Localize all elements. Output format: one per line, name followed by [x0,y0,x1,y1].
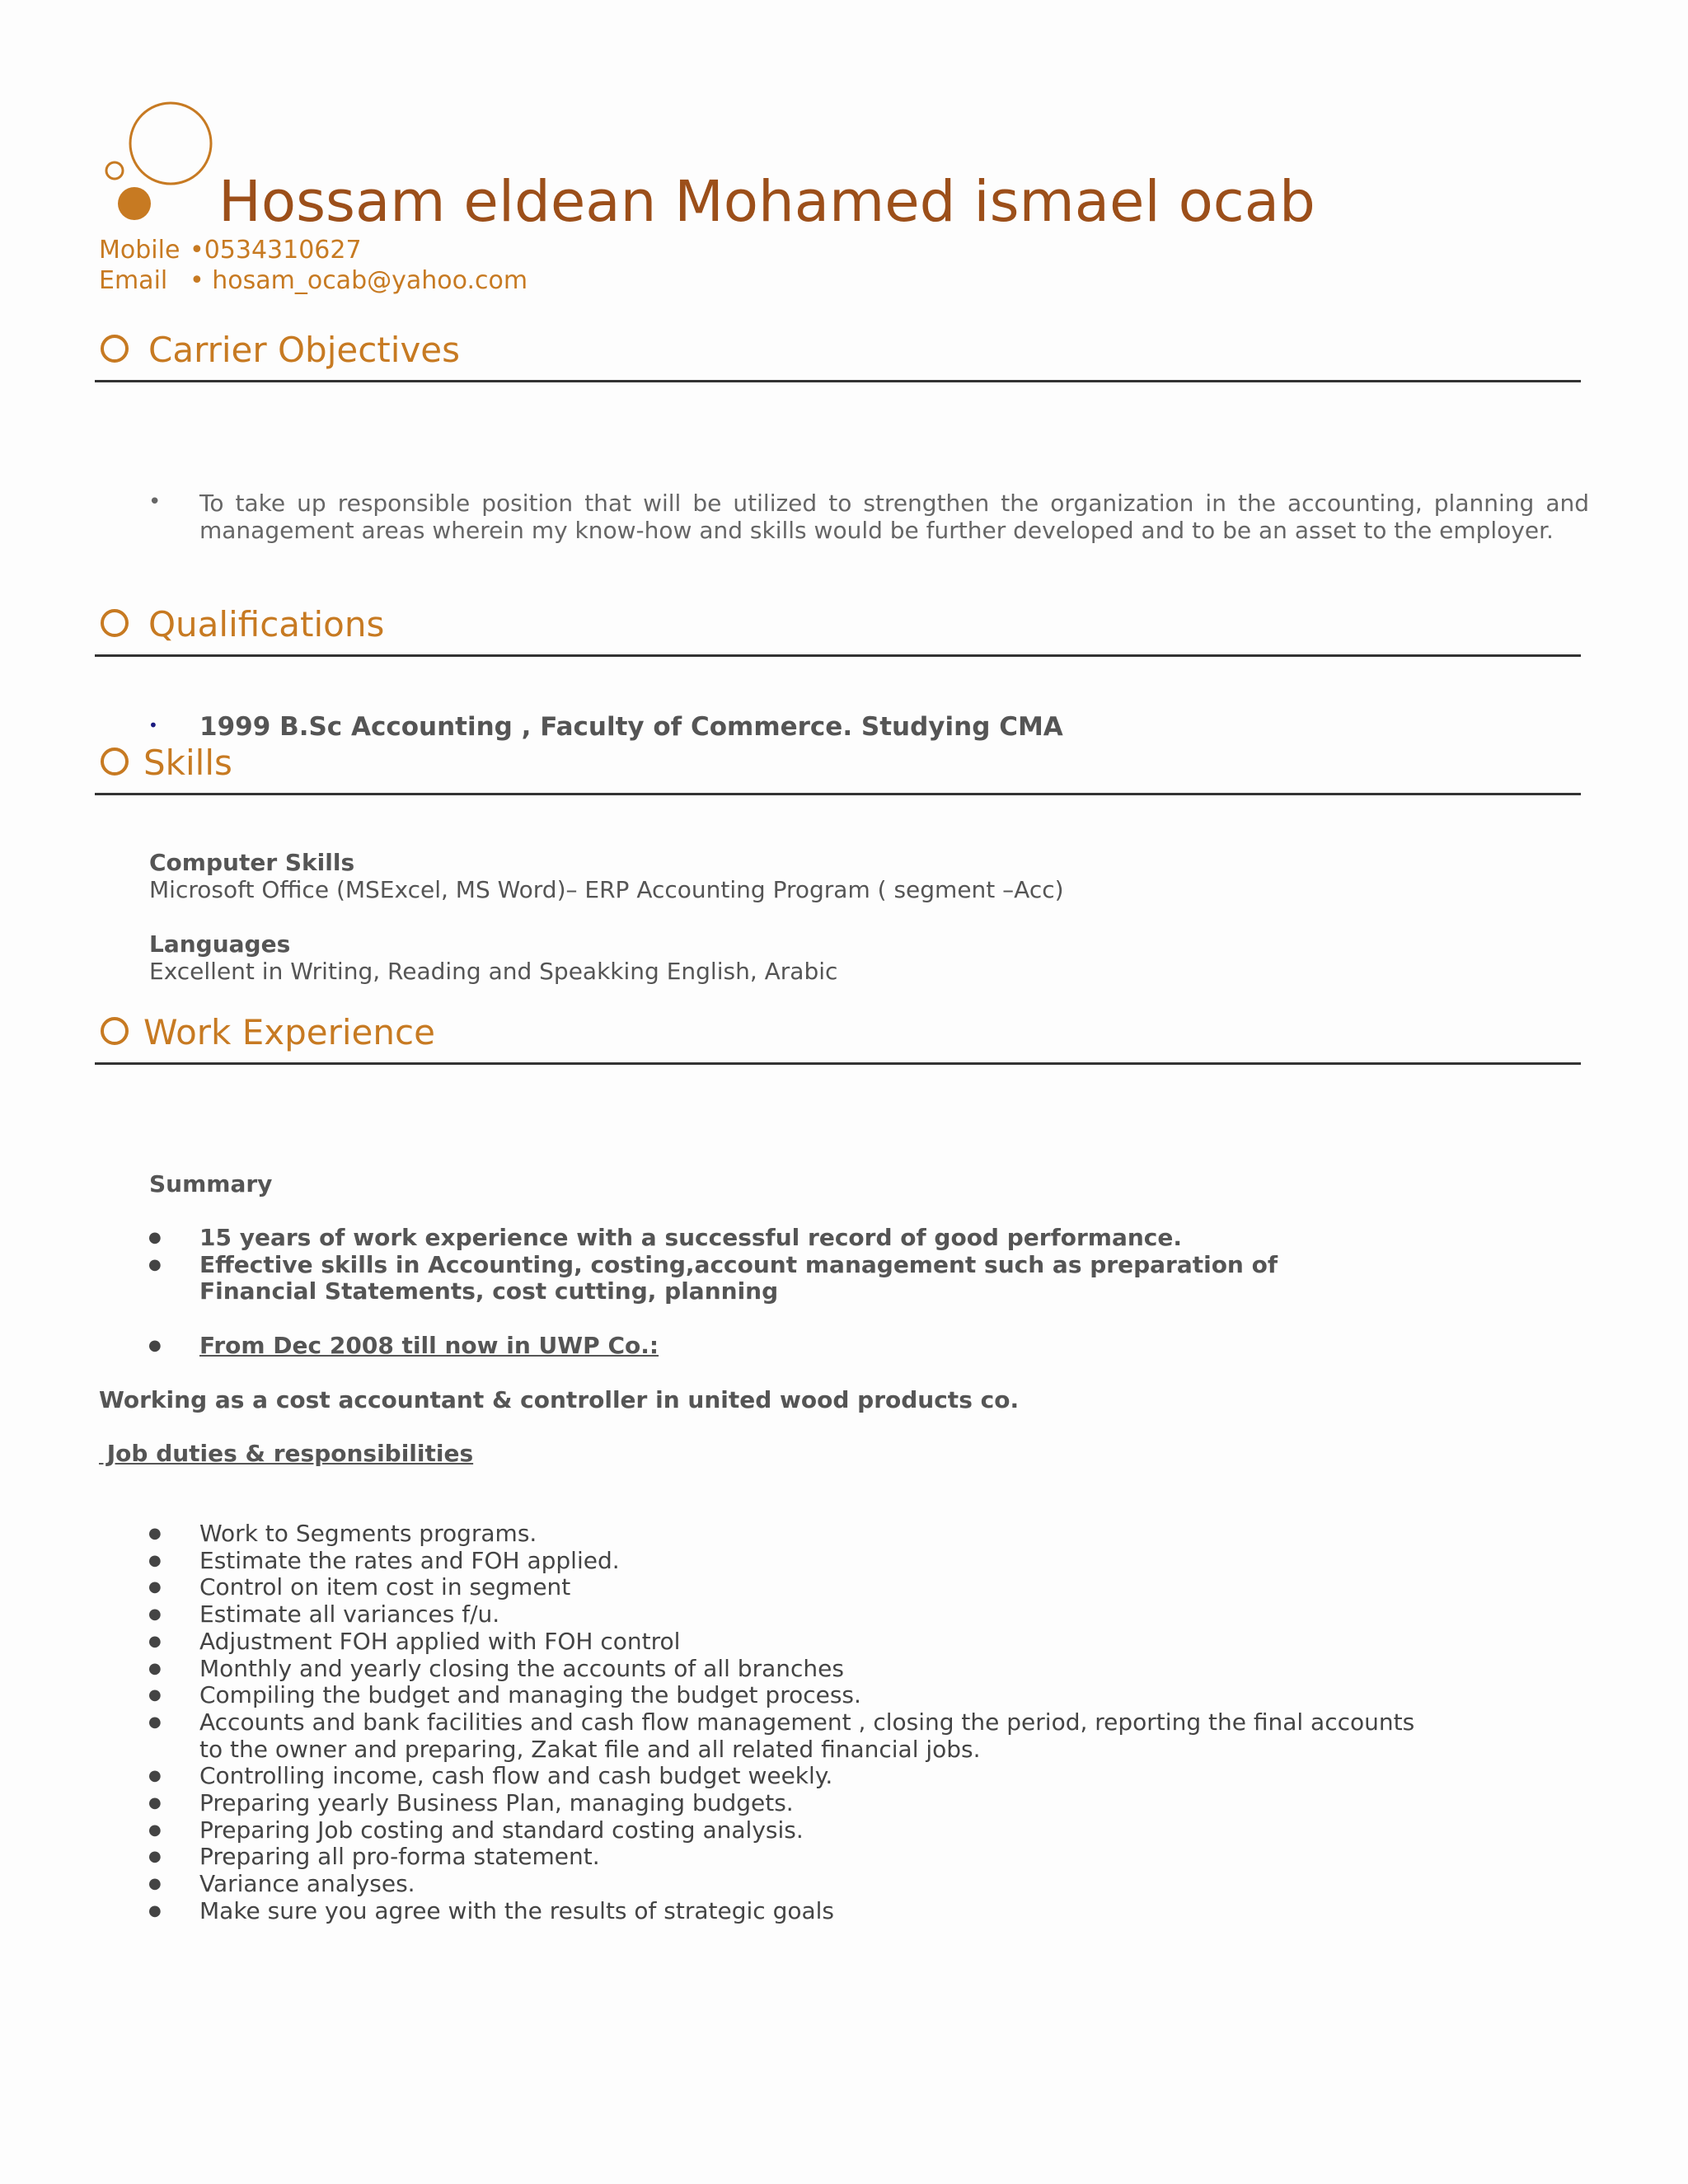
list-item: ● From Dec 2008 till now in UWP Co.: [148,1333,1385,1360]
computer-skills-heading: Computer Skills [149,849,355,876]
duties-list [148,1521,1434,1925]
circles-logo-icon [99,99,223,231]
bullet-icon: • [148,490,162,514]
section-title: Skills [143,743,232,783]
list-item: ● Estimate the rates and FOH applied. [148,1548,1434,1575]
circle-bullet-icon [101,748,129,776]
list-item: ● Adjustment FOH applied with FOH control [148,1629,1434,1656]
summary-heading: Summary [149,1170,273,1197]
list-item: ● Variance analyses. [148,1871,1434,1898]
languages-text: Excellent in Writing, Reading and Speakking English, Arabic [149,958,838,985]
objective-text: To take up responsible position that will be utilized to strengthen the organization in the accounting, planning and management areas wherein my know-how and skills would be further developed and to be an asset to the employer. [199,490,1589,544]
section-divider [95,793,1581,795]
list-item: ● Preparing yearly Business Plan, managing budgets. [148,1790,1434,1817]
email-label: Email [99,266,168,295]
period-list [148,1333,1385,1360]
list-item: ● Preparing Job costing and standard costing analysis. [148,1817,1434,1844]
mobile-label: Mobile [99,236,181,265]
section-divider [95,380,1581,382]
role-text: Working as a cost accountant & controller in united wood products co. [99,1386,1020,1413]
email-link[interactable]: • hosam_ocab@yahoo.com [190,266,528,295]
qualification-text: 1999 B.Sc Accounting , Faculty of Commerce. Studying CMA [199,712,1063,742]
list-item: ● 15 years of work experience with a successful record of good performance. [148,1225,1385,1252]
circle-bullet-icon [101,609,129,637]
duties-heading: Job duties & responsibilities [99,1440,474,1467]
mobile-value: •0534310627 [190,236,362,265]
list-item: ● Estimate all variances f/u. [148,1601,1434,1629]
list-item: ● Monthly and yearly closing the accounts of all branches [148,1656,1434,1683]
summary-list [148,1225,1385,1305]
circle-bullet-icon [101,1017,129,1045]
list-item: ● Controlling income, cash flow and cash budget weekly. [148,1763,1434,1790]
section-divider [95,1062,1581,1065]
bullet-icon: • [148,715,158,735]
list-item: ● Effective skills in Accounting, costing,account management such as preparation of Financial Statements, cost cutting, planning [148,1252,1385,1305]
section-title: Carrier Objectives [148,330,461,370]
list-item: ● Work to Segments programs. [148,1521,1434,1548]
circle-bullet-icon [101,335,129,363]
list-item: ● Make sure you agree with the results of strategic goals [148,1898,1434,1925]
list-item: ● Accounts and bank facilities and cash flow management , closing the period, reporting the final accounts to the owner and preparing, Zakat file and all related financial jobs. [148,1709,1434,1763]
objective-item [148,490,1589,544]
section-divider [95,654,1581,657]
section-title: Qualifications [148,604,385,644]
section-title: Work Experience [143,1012,435,1052]
languages-heading: Languages [149,930,291,958]
qualification-item [148,712,1063,742]
candidate-name: Hossam eldean Mohamed ismael ocab [218,169,1315,235]
computer-skills-text: Microsoft Office (MSExcel, MS Word)– ERP Accounting Program ( segment –Acc) [149,876,1064,903]
list-item: ● Compiling the budget and managing the budget process. [148,1682,1434,1709]
list-item: ● Preparing all pro-forma statement. [148,1844,1434,1871]
email-line [99,266,528,296]
list-item: ● Control on item cost in segment [148,1574,1434,1601]
mobile-line [99,236,362,265]
